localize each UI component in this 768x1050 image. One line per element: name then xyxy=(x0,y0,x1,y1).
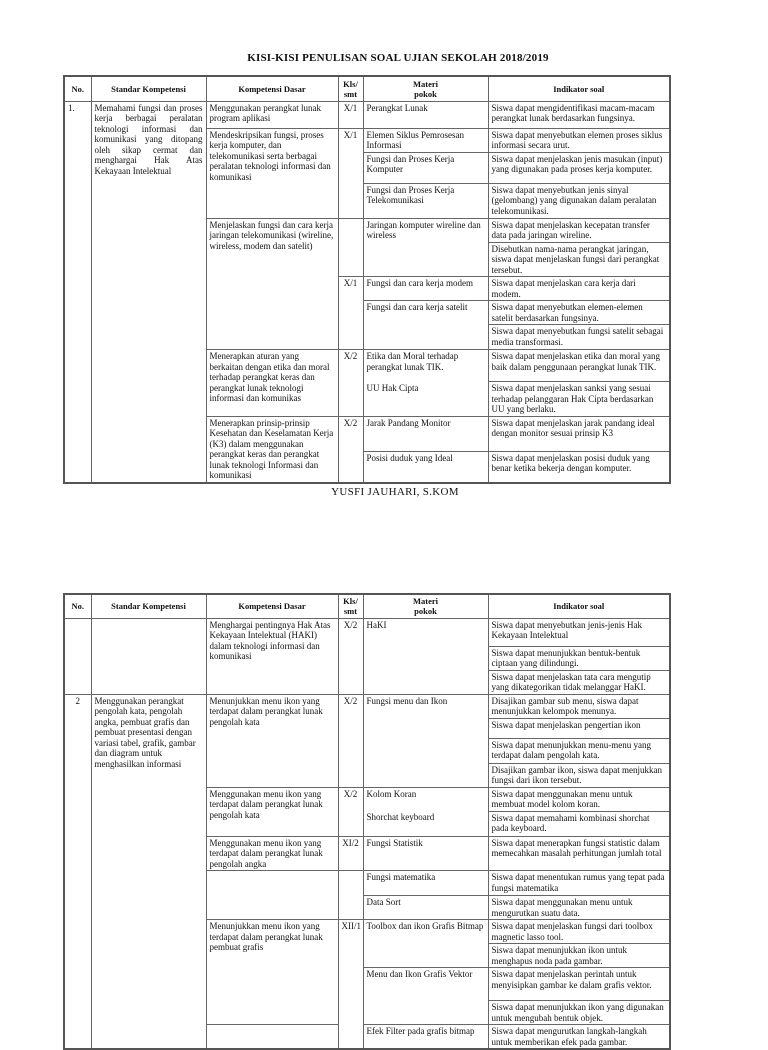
kisi-kisi-table-2 xyxy=(63,593,671,1050)
header-no: No. xyxy=(64,594,91,618)
materi-pokok: Efek Filter pada grafis bitmap xyxy=(363,1025,488,1050)
materi-pokok: HaKI xyxy=(363,618,488,694)
kompetensi-dasar: Menggunakan perangkat lunak program aplikasi xyxy=(206,101,338,128)
kls-smt: X/1 xyxy=(338,277,363,350)
kompetensi-dasar: Menunjukkan menu ikon yang terdapat dalam perangkat lunak pembuat grafis xyxy=(206,920,338,1025)
materi-pokok: Fungsi Statistik xyxy=(363,836,488,871)
row-no-empty xyxy=(64,618,91,694)
table-header-row xyxy=(64,594,670,618)
materi-pokok: Elemen Siklus Pemrosesan Informasi xyxy=(363,128,488,152)
indikator-soal: Siswa dapat mengurutkan langkah-langkah untuk memberikan efek pada gambar. xyxy=(488,1025,670,1050)
indikator-soal: Siswa dapat menggunakan menu untuk mengurutkan suatu data. xyxy=(488,896,670,920)
kompetensi-dasar: Menggunakan menu ikon yang terdapat dalam perangkat lunak pengolah angka xyxy=(206,836,338,871)
indikator-soal: Siswa dapat menjelaskan perintah untuk menyisipkan gambar ke dalam grafis vektor. xyxy=(488,968,670,1001)
header-kls-line1: Kls/ xyxy=(343,78,358,89)
materi-pokok: Fungsi dan cara kerja modem xyxy=(363,277,488,301)
kls-smt: X/1 xyxy=(338,101,363,128)
header-no: No. xyxy=(64,76,91,101)
kls-smt: X/2 xyxy=(338,694,363,787)
header-materi-line1: Materi xyxy=(412,78,438,89)
kompetensi-dasar-empty xyxy=(206,1025,338,1050)
kompetensi-dasar: Menjelaskan fungsi dan cara kerja jaringan telekomunikasi (wireline, wireless, modem dan satelit) xyxy=(206,218,338,350)
kompetensi-dasar: Menerapkan aturan yang berkaitan dengan etika dan moral terhadap perangkat keras dan perangkat lunak teknologi informasi dan komunikas xyxy=(206,350,338,417)
header-materi xyxy=(363,594,488,618)
header-kls-line2: smt xyxy=(343,606,358,617)
kls-smt: X/2 xyxy=(338,618,363,694)
indikator-soal: Siswa dapat menyebutkan jenis sinyal (gelombang) yang digunakan dalam peralatan telekomunikasi. xyxy=(488,183,670,218)
header-materi xyxy=(363,76,488,101)
kompetensi-dasar-empty xyxy=(206,871,338,920)
header-indikator: Indikator soal xyxy=(488,594,670,618)
header-kls-line1: Kls/ xyxy=(343,596,358,607)
table-row xyxy=(64,101,670,128)
indikator-soal: Siswa dapat mengidentifikasi macam-macam perangkat lunak berdasarkan fungsinya. xyxy=(488,101,670,128)
indikator-soal: Disebutkan nama-nama perangkat jaringan, siswa dapat menjelaskan fungsi dari perangkat tersebut. xyxy=(488,242,670,277)
indikator-soal: Siswa dapat menjelaskan fungsi dari toolbox magnetic lasso tool. xyxy=(488,920,670,944)
header-kls-line2: smt xyxy=(343,88,358,99)
header-materi-line2: pokok xyxy=(414,88,437,99)
materi-pokok: UU Hak Cipta xyxy=(363,382,488,417)
indikator-soal: Siswa dapat menjelaskan etika dan moral yang baik dalam penggunaan perangkat lunak TIK. xyxy=(488,350,670,382)
materi-pokok: Fungsi dan Proses Kerja Telekomunikasi xyxy=(363,183,488,218)
indikator-soal: Siswa dapat menjelaskan posisi duduk yang benar ketika bekerja dengan komputer. xyxy=(488,451,670,482)
materi-pokok: Posisi duduk yang Ideal xyxy=(363,451,488,482)
indikator-soal: Siswa dapat menjelaskan tata cara mengutip yang dikategorikan tidak melanggar HaKI. xyxy=(488,670,670,694)
materi-pokok: Fungsi matematika xyxy=(363,871,488,896)
header-standar: Standar Kompetensi xyxy=(91,76,206,101)
materi-pokok: Jaringan komputer wireline dan wireless xyxy=(363,218,488,277)
kompetensi-dasar: Menggunakan menu ikon yang terdapat dalam perangkat lunak pengolah kata xyxy=(206,787,338,836)
indikator-soal: Siswa dapat menjelaskan cara kerja dari modem. xyxy=(488,277,670,301)
materi-pokok: Fungsi dan cara kerja satelit xyxy=(363,301,488,350)
indikator-soal: Siswa dapat menyebutkan fungsi satelit sebagai media transformasi. xyxy=(488,325,670,350)
indikator-soal: Siswa dapat menyebutkan elemen-elemen satelit berdasarkan fungsinya. xyxy=(488,301,670,325)
materi-pokok: Perangkat Lunak xyxy=(363,101,488,128)
indikator-soal: Siswa dapat menunjukkan bentuk-bentuk ciptaan yang dilindungi. xyxy=(488,646,670,670)
indikator-soal: Siswa dapat menunjukkan menu-menu yang terdapat dalam pengolah kata. xyxy=(488,738,670,763)
kompetensi-dasar: Menunjukkan menu ikon yang terdapat dalam perangkat lunak pengolah kata xyxy=(206,694,338,787)
table-header-row xyxy=(64,76,670,101)
kls-smt: XI/2 xyxy=(338,836,363,871)
indikator-soal: Siswa dapat menjelaskan sanksi yang sesuai terhadap pelanggaran Hak Cipta berdasarkan UU yang berlaku. xyxy=(488,382,670,417)
indikator-soal: Siswa dapat menentukan rumus yang tepat pada fungsi matematika xyxy=(488,871,670,896)
header-kd: Kompetensi Dasar xyxy=(206,76,338,101)
kls-smt-empty xyxy=(338,871,363,920)
indikator-soal: Siswa dapat menerapkan fungsi statistic dalam memecahkan masalah perhitungan jumlah total xyxy=(488,836,670,871)
table-row xyxy=(64,694,670,718)
materi-pokok: Jarak Pandang Monitor xyxy=(363,416,488,451)
kls-smt: X/2 xyxy=(338,416,363,483)
indikator-soal: Siswa dapat menggunakan menu untuk membuat model kolom koran. xyxy=(488,787,670,811)
table-row xyxy=(64,618,670,646)
indikator-soal: Disajikan gambar ikon, siswa dapat menjukkan fungsi dari ikon tersebut. xyxy=(488,763,670,787)
indikator-soal: Siswa dapat menjelaskan jarak pandang ideal dengan monitor sesuai prinsip K3 xyxy=(488,416,670,451)
kompetensi-dasar: Menghargai pentingnya Hak Atas Kekayaan Intelektual (HAKI) dalam teknologi informasi dan komunikasi xyxy=(206,618,338,694)
indikator-soal: Siswa dapat memahami kombinasi shorchat pada keyboard. xyxy=(488,811,670,836)
materi-pokok: Fungsi menu dan Ikon xyxy=(363,694,488,787)
materi-pokok: Kolom Koran xyxy=(363,787,488,811)
indikator-soal: Siswa dapat menjelaskan kecepatan transfer data pada jaringan wireline. xyxy=(488,218,670,242)
materi-pokok: Fungsi dan Proses Kerja Komputer xyxy=(363,152,488,183)
header-standar: Standar Kompetensi xyxy=(91,594,206,618)
standar-kompetensi-empty xyxy=(91,618,206,694)
indikator-soal: Disajikan gambar sub menu, siswa dapat menunjukkan kelompok menunya. xyxy=(488,694,670,718)
indikator-soal: Siswa dapat menjelaskan pengertian ikon xyxy=(488,718,670,738)
row-no: 2 xyxy=(64,694,91,1049)
standar-kompetensi: Menggunakan perangkat pengolah kata, pengolah angka, pembuat grafis dan pembuat presentasi dengan variasi tabel, grafik, gambar dan diagram untuk menghasilkan informasi xyxy=(91,694,206,1049)
header-materi-line1: Materi xyxy=(412,596,438,607)
materi-pokok: Etika dan Moral terhadap perangkat lunak TIK. xyxy=(363,350,488,382)
indikator-soal: Siswa dapat menyebutkan jenis-jenis Hak Kekayaan Intelektual xyxy=(488,618,670,646)
kls-smt: X/1 xyxy=(338,128,363,218)
standar-kompetensi: Memahami fungsi dan proses kerja berbagai peralatan teknologi informasi dan komunikasi yang ditopang oleh sikap cermat dan menghargai Hak Atas Kekayaan Intelektual xyxy=(91,101,206,483)
header-kls xyxy=(338,76,363,101)
indikator-soal: Siswa dapat menyebutkan elemen proses siklus informasi secara urut. xyxy=(488,128,670,152)
signature-name: YUSFI JAUHARI, S.KOM xyxy=(331,486,459,498)
kls-smt: X/2 xyxy=(338,350,363,417)
kls-smt-empty xyxy=(338,218,363,277)
header-indikator: Indikator soal xyxy=(488,76,670,101)
document-title: KISI-KISI PENULISAN SOAL UJIAN SEKOLAH 2018/2019 xyxy=(247,52,549,64)
materi-pokok: Shorchat keyboard xyxy=(363,811,488,836)
row-no: 1. xyxy=(64,101,91,483)
indikator-soal: Siswa dapat menunjukkan ikon yang digunakan untuk mengubah bentuk objek. xyxy=(488,1001,670,1025)
kls-smt: X/2 xyxy=(338,787,363,836)
materi-pokok: Menu dan Ikon Grafis Vektor xyxy=(363,968,488,1025)
indikator-soal: Siswa dapat menjelaskan jenis masukan (input) yang digunakan pada proses kerja komputer. xyxy=(488,152,670,183)
materi-pokok: Toolbox dan ikon Grafis Bitmap xyxy=(363,920,488,968)
kompetensi-dasar: Menerapkan prinsip-prinsip Kesehatan dan Keselamatan Kerja (K3) dalam menggunakan perangkat keras dan perangkat lunak teknologi Informasi dan komunikasi xyxy=(206,416,338,483)
kls-smt: XII/1 xyxy=(338,920,363,1050)
header-materi-line2: pokok xyxy=(414,606,437,617)
kisi-kisi-table-1 xyxy=(63,75,671,484)
indikator-soal: Siswa dapat menunjukkan ikon untuk menghapus noda pada gambar. xyxy=(488,944,670,968)
kompetensi-dasar: Mendeskripsikan fungsi, proses kerja komputer, dan telekomunikasi serta berbagai peralatan teknologi informasi dan komunikasi xyxy=(206,128,338,218)
header-kls xyxy=(338,594,363,618)
materi-pokok: Data Sort xyxy=(363,896,488,920)
header-kd: Kompetensi Dasar xyxy=(206,594,338,618)
